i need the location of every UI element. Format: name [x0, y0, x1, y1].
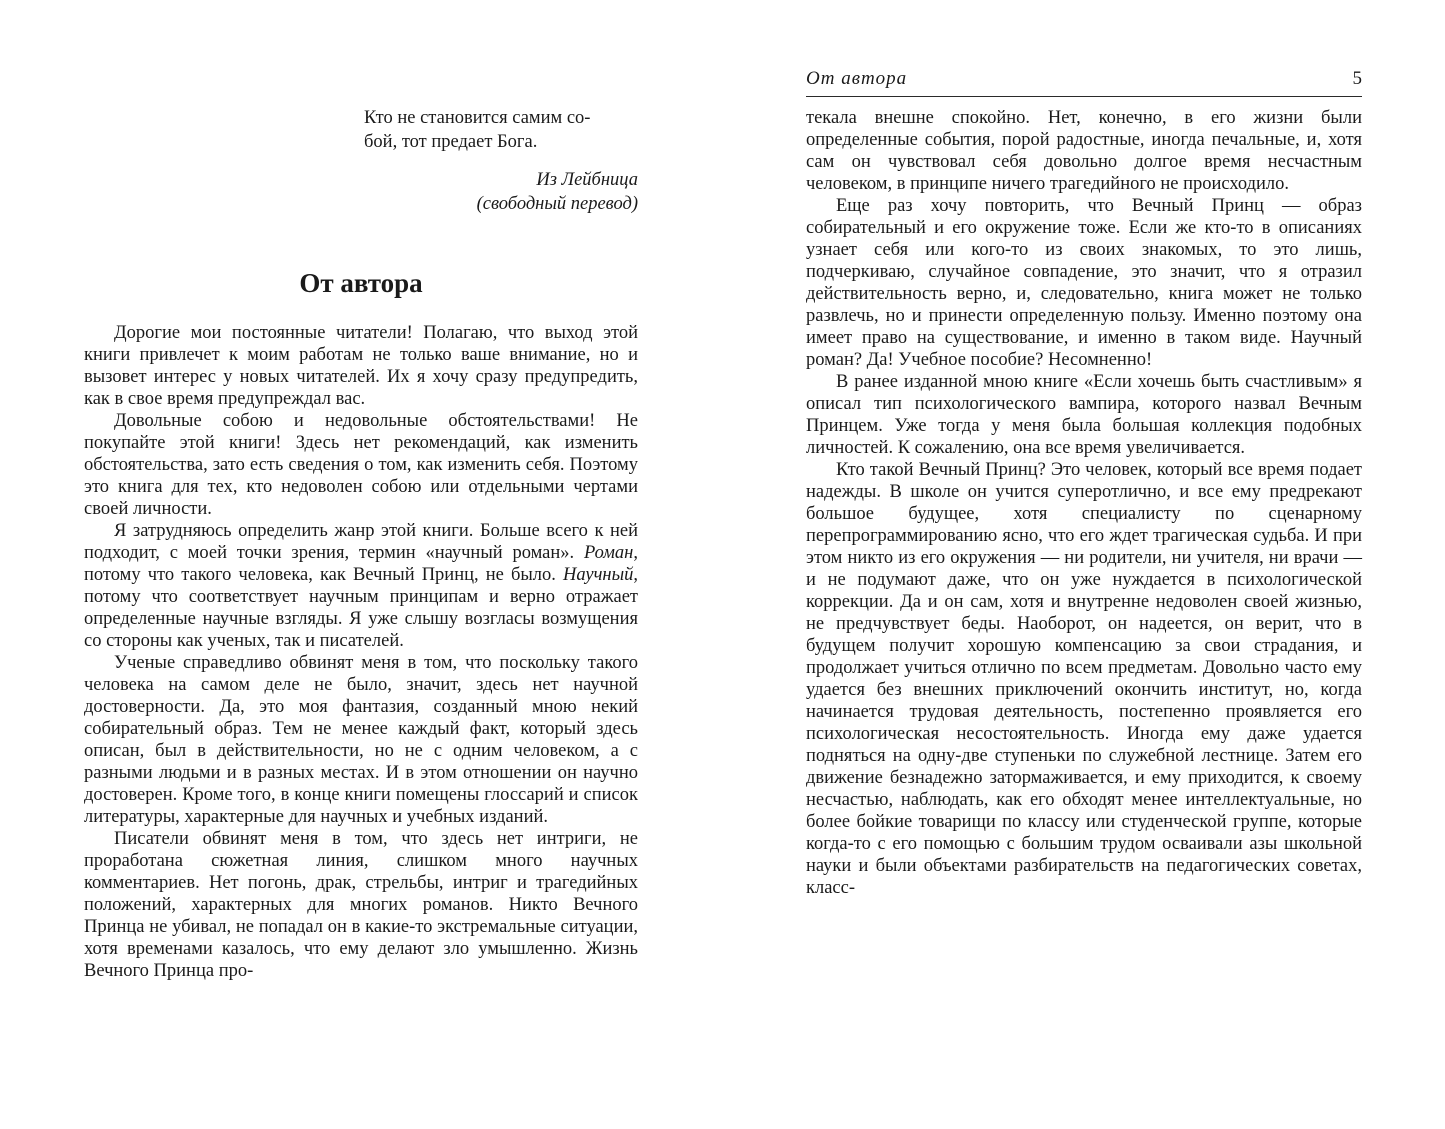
chapter-title: От автора: [299, 268, 423, 298]
paragraph: [84, 828, 638, 982]
text-run: Ученые справедливо обвинят меня в том, что поскольку такого человека на самом деле не было, значит, здесь нет научной достоверности. Да, это моя фантазия, созданный мною некий собирательный образ. Тем не менее каждый факт, который здесь описан, был в действительности, но не с одним человеком, а с разными людьми и в разных местах. И в этом отношении он научно достоверен. Кроме того, в конце книги помещены глоссарий и список литературы, характерные для научных и учебных изданий.: [84, 653, 638, 827]
text-run: Кто такой Вечный Принц? Это человек, который все время подает надежды. В школе он учится суперотлично, и все ему предрекают большое будущее, хотя специалисту по сценарному перепрограммированию ясно, что его ждет трагическая судьба. И при этом никто из его окружения — ни родители, ни учителя, ни врачи — и не подумают даже, что он уже нуждается в психологической коррекции. Да и он сам, хотя и внутренне недоволен своей жизнью, не предчувствует беды. Наоборот, он надеется, он верит, что в будущем получит хорошую компенсацию за свои страдания, и продолжает учиться отлично по всем предметам. Довольно часто ему удается без внешних приключений окончить институт, но, когда начинается трудовая деятельность, постепенно проявляется его психологическая несостоятельность. Иногда ему даже удается подняться на одну-две ступеньки по служебной лестнице. Затем его движение безнадежно затормаживается, и ему приходится, к своему несчастью, наблюдать, как его обходят менее интеллектуальные, но более бойкие товарищи по классу или студенческой группе, которые когда-то с его помощью с большим трудом осваивали азы школьной науки и были объектами разбирательств на педагогических советах, класс-: [806, 460, 1362, 898]
paragraph: [84, 520, 638, 652]
text-run: текала внешне спокойно. Нет, конечно, в его жизни были определенные события, порой радостные, иногда печальные, и, хотя сам он чувствовал себя довольно долгое время несчастным человеком, в принципе ничего трагедийного не происходило.: [806, 108, 1362, 194]
text-run: Писатели обвинят меня в том, что здесь нет интриги, не проработана сюжетная линия, слишком много научных комментариев. Нет погонь, драк, стрельбы, интриг и трагедийных положений, характерных для многих романов. Никто Вечного Принца не убивал, не попадал он в какие-то экстремальные ситуации, хотя временами казалось, что ему делают зло умышленно. Жизнь Вечного Принца про-: [84, 829, 638, 981]
running-header-title: От автора: [806, 68, 908, 89]
paragraph: [84, 410, 638, 520]
epigraph: [364, 106, 638, 216]
text-run: , потому что соответствует научным принципам и верно отражает определенные научные взгляды. Я уже слышу возгласы возмущения со стороны как ученых, так и писателей.: [84, 565, 638, 651]
page-number: 5: [1352, 68, 1362, 89]
paragraph: [84, 652, 638, 828]
text-run: Я затрудняюсь определить жанр этой книги. Больше всего к ней подходит, с моей точки зрения, термин «научный роман».: [84, 521, 638, 563]
paragraph: [806, 459, 1362, 899]
paragraph: [806, 195, 1362, 371]
right-page-body: [806, 107, 1362, 899]
paragraph: [84, 322, 638, 410]
epigraph-text: Кто не становится самим со- бой, тот предает Бога.: [364, 108, 591, 152]
page-right: [806, 0, 1362, 899]
running-header: [806, 68, 1362, 97]
italic-text-run: Роман: [583, 543, 634, 563]
paragraph: [806, 371, 1362, 459]
text-run: Довольные собою и недовольные обстоятельствами! Не покупайте этой книги! Здесь нет рекомендаций, как изменить обстоятельства, зато есть сведения о том, как изменить себя. Поэтому это книга для тех, кто недоволен собою или отдельными чертами своей личности.: [84, 411, 638, 519]
paragraph: [806, 107, 1362, 195]
italic-text-run: Научный: [563, 565, 634, 585]
page-left: [84, 0, 638, 982]
left-page-body: [84, 322, 638, 982]
text-run: Дорогие мои постоянные читатели! Полагаю, что выход этой книги привлечет к моим работам не только ваше внимание, но и вызовет интерес у новых читателей. Их я хочу сразу предупредить, как в свое время предупреждал вас.: [84, 323, 638, 409]
text-run: , потому что такого человека, как Вечный Принц, не было.: [84, 543, 638, 585]
text-run: В ранее изданной мною книге «Если хочешь быть счастливым» я описал тип психологического вампира, которого назвал Вечным Принцем. Уже тогда у меня была большая коллекция подобных личностей. К сожалению, она все время увеличивается.: [806, 372, 1362, 458]
text-run: Еще раз хочу повторить, что Вечный Принц — образ собирательный и его окружение тоже. Если же кто-то в описаниях узнает себя или кого-то из своих знакомых, то это лишь, подчеркиваю, случайное совпадение, это значит, что я отразил действительность верно, и, следовательно, книга может не только развлечь, но и принести определенную пользу. Именно поэтому она имеет право на существование, и именно в таком виде. Научный роман? Да! Учебное пособие? Несомненно!: [806, 196, 1362, 370]
epigraph-attribution: Из Лейбница (свободный перевод): [476, 170, 638, 214]
